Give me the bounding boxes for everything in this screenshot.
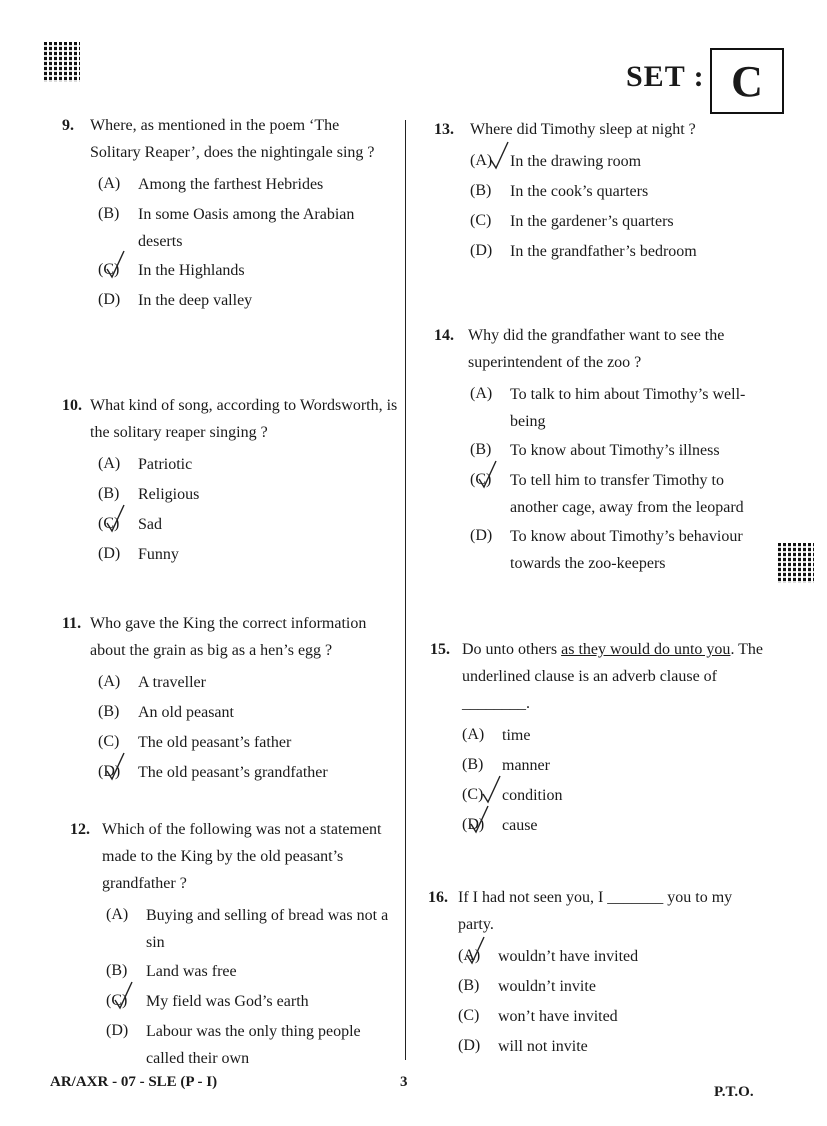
question-number: 14. (434, 327, 454, 344)
qr-code-icon (44, 42, 80, 82)
question-number: 9. (62, 117, 74, 134)
option-d[interactable]: (D) cause (462, 810, 770, 840)
option-c[interactable]: (C) condition (462, 780, 770, 810)
option-a[interactable]: (A) Among the farthest Hebrides (98, 175, 324, 193)
question-number: 13. (434, 121, 454, 138)
question-stem: If I had not seen you, I _______ you to my party. (458, 889, 733, 933)
question-stem: Where did Timothy sleep at night ? (470, 121, 696, 138)
option-c[interactable]: (C) In the gardener’s quarters (470, 212, 674, 230)
option-c[interactable]: (C) The old peasant’s father (98, 733, 292, 751)
question-number: 11. (62, 615, 82, 632)
option-b[interactable]: (B) To know about Timothy’s illness (470, 441, 720, 459)
question-stem: What kind of song, according to Wordsworth, is the solitary reaper singing ? (90, 397, 398, 441)
column-divider (405, 120, 406, 1060)
option-b[interactable]: (B) In some Oasis among the Arabian deserts (98, 205, 355, 250)
question-stem: Which of the following was not a statement made to the King by the old peasant’s grandfather ? (102, 821, 382, 892)
option-b[interactable]: (B) manner (462, 756, 550, 774)
option-d[interactable]: (D) Funny (98, 545, 179, 563)
option-b[interactable]: (B) An old peasant (98, 703, 234, 721)
option-c[interactable]: (C) Sad (98, 509, 407, 539)
option-d[interactable]: (D) In the grandfather’s bedroom (470, 242, 697, 260)
question-number: 10. (62, 397, 82, 414)
option-b[interactable]: (B) Religious (98, 485, 200, 503)
option-a[interactable]: (A) Patriotic (98, 455, 193, 473)
option-c[interactable]: (C) To tell him to transfer Timothy to another cage, away from the leopard (470, 465, 774, 521)
option-a[interactable]: (A) Buying and selling of bread was not a sin (106, 906, 389, 951)
question-12 (70, 816, 400, 1072)
pto-label: P.T.O. (714, 1084, 754, 1100)
option-d[interactable]: (D) will not invite (458, 1037, 588, 1055)
question-16 (428, 884, 758, 1061)
question-10 (62, 392, 407, 569)
option-a[interactable]: (A) To talk to him about Timothy’s well-being (470, 385, 746, 430)
option-b[interactable]: (B) In the cook’s quarters (470, 182, 649, 200)
option-a[interactable]: (A) In the drawing room (470, 146, 774, 176)
question-15 (430, 636, 770, 840)
option-b[interactable]: (B) Land was free (106, 962, 237, 980)
option-d[interactable]: (D) In the deep valley (98, 291, 253, 309)
option-d[interactable]: (D) The old peasant’s grandfather (98, 757, 402, 787)
page-number: 3 (400, 1074, 408, 1090)
paper-code: AR/AXR - 07 - SLE (P - I) (50, 1074, 218, 1090)
question-number: 15. (430, 641, 450, 658)
option-a[interactable]: (A) wouldn’t have invited (458, 941, 758, 971)
question-stem: Who gave the King the correct information about the grain as big as a hen’s egg ? (90, 615, 367, 659)
question-stem: Where, as mentioned in the poem ‘The Solitary Reaper’, does the nightingale sing ? (90, 117, 375, 161)
question-stem: Do unto others as they would do unto you. The underlined clause is an adverb clause of ________. (462, 641, 764, 712)
option-d[interactable]: (D) Labour was the only thing people called their own (106, 1022, 361, 1067)
set-letter: C (731, 56, 763, 106)
question-number: 16. (428, 889, 448, 906)
question-number: 12. (70, 821, 90, 838)
option-b[interactable]: (B) wouldn’t invite (458, 977, 596, 995)
qr-code-icon (778, 543, 814, 583)
option-d[interactable]: (D) To know about Timothy’s behaviour towards the zoo-keepers (470, 527, 743, 572)
option-c[interactable]: (C) won’t have invited (458, 1007, 618, 1025)
question-13 (434, 116, 774, 266)
question-14 (434, 322, 774, 577)
option-a[interactable]: (A) A traveller (98, 673, 206, 691)
option-a[interactable]: (A) time (462, 726, 531, 744)
question-9 (62, 112, 392, 315)
underlined-clause: as they would do unto you (561, 641, 731, 658)
set-letter-box (710, 48, 784, 114)
option-c[interactable]: (C) In the Highlands (98, 255, 392, 285)
question-11 (62, 610, 402, 787)
set-label: SET : (626, 60, 705, 93)
question-stem: Why did the grandfather want to see the superintendent of the zoo ? (468, 327, 725, 371)
option-c[interactable]: (C) My field was God’s earth (106, 986, 400, 1016)
